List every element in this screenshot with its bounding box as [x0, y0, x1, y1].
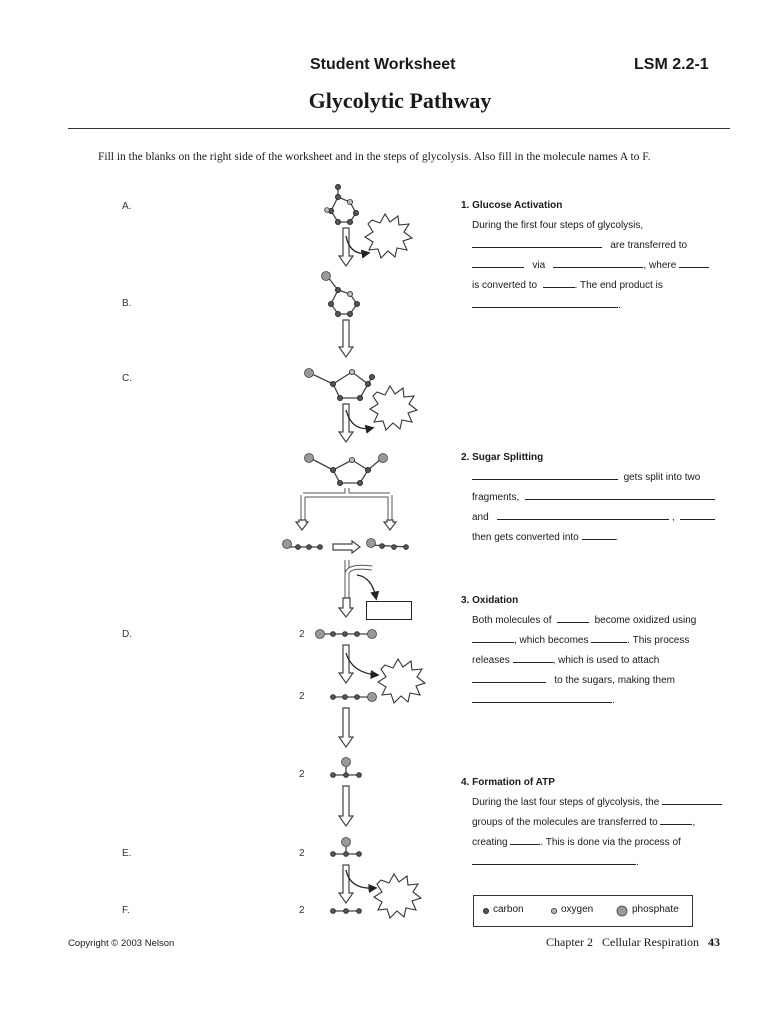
section-text: . The end product is — [574, 280, 663, 291]
legend-carbon: carbon — [493, 904, 524, 915]
section-text: , where — [643, 260, 677, 271]
count-label: 2 — [299, 691, 305, 702]
fill-blank[interactable] — [525, 489, 715, 500]
section-text: gets split into two — [623, 472, 701, 483]
fill-blank[interactable] — [680, 509, 715, 520]
phosphate-swatch — [617, 906, 627, 916]
section-sugar-splitting — [461, 448, 715, 548]
legend-phosphate: phosphate — [632, 904, 679, 915]
section-heading: 3. Oxidation — [461, 595, 519, 606]
section-heading: 4. Formation of ATP — [461, 777, 555, 788]
chapter-title: Cellular Respiration — [602, 935, 699, 949]
worksheet-label: Student Worksheet — [310, 56, 456, 73]
section-text: During the last four steps of glycolysis, the — [472, 797, 660, 808]
count-label: 2 — [299, 905, 305, 916]
section-text: . — [636, 857, 639, 868]
page-title: Glycolytic Pathway — [308, 88, 492, 113]
section-text: . — [615, 532, 619, 543]
fill-blank[interactable] — [472, 297, 618, 308]
fill-blank[interactable] — [543, 277, 575, 288]
section-heading: 1. Glucose Activation — [461, 200, 563, 211]
copyright: Copyright © 2003 Nelson — [68, 938, 175, 949]
section-text: groups of the molecules are transferred to — [472, 817, 658, 828]
answer-box[interactable] — [366, 601, 412, 620]
molecule-label-c: C. — [122, 373, 132, 384]
section-text: , which becomes — [514, 635, 589, 646]
section-text: , — [671, 512, 675, 523]
section-heading: 2. Sugar Splitting — [461, 452, 544, 463]
section-text: fragments, — [472, 492, 520, 503]
section-text: are transferred to — [610, 240, 688, 251]
molecule-label-b: B. — [122, 298, 132, 309]
oxygen-swatch — [551, 908, 556, 913]
section-formation-of-atp — [461, 773, 722, 873]
section-text: is converted to — [472, 280, 538, 291]
section-text: . This process — [627, 635, 690, 646]
fill-blank[interactable] — [472, 692, 612, 703]
fill-blank[interactable] — [513, 652, 553, 663]
section-text: creating — [472, 837, 508, 848]
section-text: releases — [472, 655, 510, 666]
oxygen-atoms — [325, 199, 355, 462]
fill-blank[interactable] — [472, 257, 524, 268]
section-text: and — [472, 512, 489, 523]
section-text: . — [618, 300, 621, 311]
count-label: 2 — [299, 629, 305, 640]
section-glucose-activation — [461, 196, 709, 316]
fill-blank[interactable] — [497, 509, 669, 520]
chapter-number: Chapter 2 — [546, 935, 593, 949]
fill-blank[interactable] — [472, 672, 546, 683]
fill-blank[interactable] — [660, 814, 692, 825]
molecule-label-d: D. — [122, 629, 132, 640]
molecule-bisphosphate-structure — [310, 458, 382, 483]
legend-oxygen: oxygen — [561, 904, 594, 915]
fill-blank[interactable] — [679, 257, 709, 268]
section-text: via — [532, 260, 546, 271]
section-text: . — [612, 695, 615, 706]
worksheet-code: LSM 2.2-1 — [634, 56, 709, 73]
section-text: . This is done via the process of — [540, 837, 681, 848]
fill-blank[interactable] — [557, 612, 589, 623]
molecule-c-structure — [310, 372, 372, 398]
fill-blank[interactable] — [472, 469, 618, 480]
fill-blank[interactable] — [510, 834, 540, 845]
section-text: to the sugars, making them — [554, 675, 675, 686]
molecule-label-a: A. — [122, 201, 132, 212]
fill-blank[interactable] — [591, 632, 627, 643]
instructions: Fill in the blanks on the right side of the worksheet and in the steps of glycolysis. Also fill in the molecule names A to F. — [98, 151, 651, 163]
section-text: then gets converted into — [472, 532, 579, 543]
carbon-swatch — [483, 908, 488, 913]
page-footer — [546, 935, 720, 950]
section-text: become oxidized using — [594, 615, 697, 626]
section-text: , — [692, 817, 696, 828]
phosphate-atoms — [283, 272, 388, 847]
section-oxidation — [461, 591, 696, 711]
fill-blank[interactable] — [472, 632, 514, 643]
count-label: 2 — [299, 848, 305, 859]
molecule-label-e: E. — [122, 848, 132, 859]
section-text: Both molecules of — [472, 615, 552, 626]
count-label: 2 — [299, 769, 305, 780]
legend-box — [473, 895, 693, 927]
fill-blank[interactable] — [662, 794, 722, 805]
fill-blank[interactable] — [582, 529, 616, 540]
fill-blank[interactable] — [472, 854, 636, 865]
fill-blank[interactable] — [472, 237, 602, 248]
section-text: , which is used to attach — [552, 655, 660, 666]
fill-blank[interactable] — [553, 257, 643, 268]
section-text: During the first four steps of glycolysis, — [472, 220, 644, 231]
molecule-label-f: F. — [122, 905, 130, 916]
page-number: 43 — [707, 935, 720, 949]
